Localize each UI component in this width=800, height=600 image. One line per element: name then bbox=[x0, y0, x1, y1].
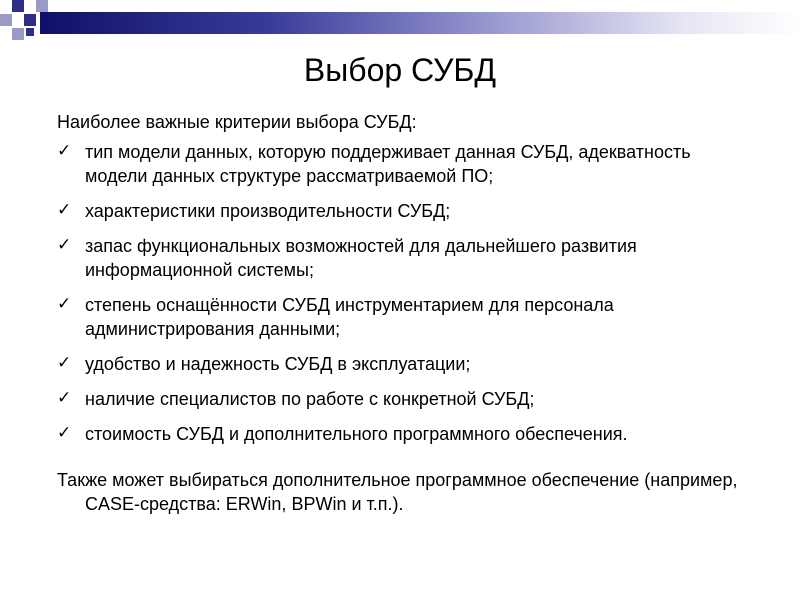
check-mark-icon: ✓ bbox=[57, 141, 72, 160]
decor-square bbox=[24, 14, 36, 26]
header-gradient-band bbox=[40, 12, 800, 34]
decor-square bbox=[36, 0, 48, 12]
outro-text: Также может выбираться дополнительное программное обеспечение (например, CASE-средства: ERWin, BPWin и т.п.). bbox=[57, 470, 738, 514]
list-item bbox=[57, 293, 757, 341]
check-mark-icon: ✓ bbox=[57, 294, 72, 313]
list-item bbox=[57, 199, 757, 223]
decor-square bbox=[12, 28, 24, 40]
slide-title: Выбор СУБД bbox=[303, 52, 497, 88]
check-mark-icon: ✓ bbox=[57, 423, 72, 442]
check-mark-icon: ✓ bbox=[57, 388, 72, 407]
criterion-text: удобство и надежность СУБД в эксплуатации; bbox=[85, 354, 471, 374]
criterion-text: наличие специалистов по работе с конкретной СУБД; bbox=[85, 389, 535, 409]
decor-square bbox=[12, 0, 24, 12]
check-mark-icon: ✓ bbox=[57, 200, 72, 219]
check-mark-icon: ✓ bbox=[57, 353, 72, 372]
criterion-text: стоимость СУБД и дополнительного программного обеспечения. bbox=[85, 424, 628, 444]
slide-body bbox=[57, 110, 757, 516]
list-item bbox=[57, 387, 757, 411]
criterion-text: тип модели данных, которую поддерживает данная СУБД, адекватность модели данных структуре рассматриваемой ПО; bbox=[85, 142, 691, 186]
criterion-text: характеристики производительности СУБД; bbox=[85, 201, 451, 221]
list-item bbox=[57, 422, 757, 446]
criterion-text: запас функциональных возможностей для дальнейшего развития информационной системы; bbox=[85, 236, 637, 280]
criteria-list bbox=[57, 140, 757, 446]
decor-square bbox=[26, 28, 34, 36]
list-item bbox=[57, 234, 757, 282]
list-item bbox=[57, 140, 757, 188]
check-mark-icon: ✓ bbox=[57, 235, 72, 254]
decor-square bbox=[0, 14, 12, 26]
intro-text: Наиболее важные критерии выбора СУБД: bbox=[57, 112, 417, 132]
list-item bbox=[57, 352, 757, 376]
criterion-text: степень оснащённости СУБД инструментарием для персонала администрирования данными; bbox=[85, 295, 614, 339]
